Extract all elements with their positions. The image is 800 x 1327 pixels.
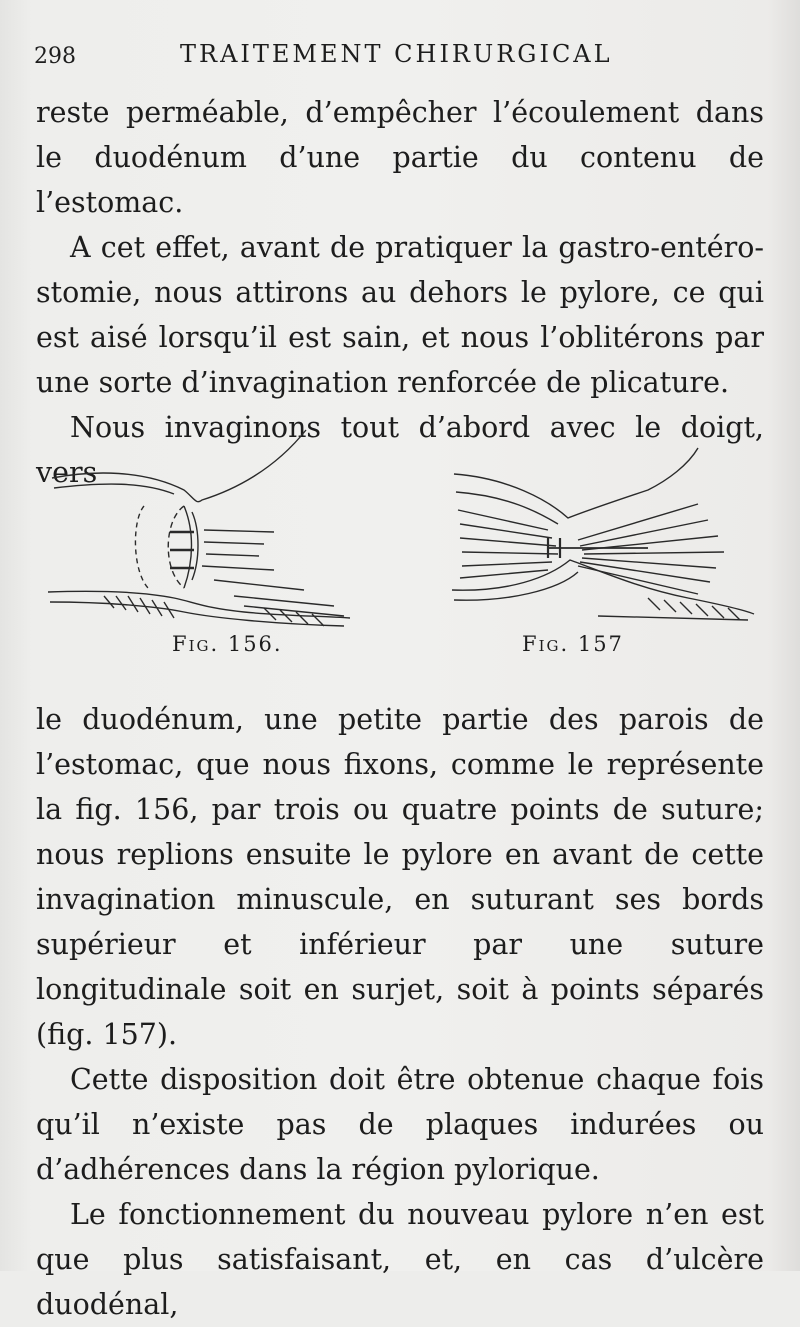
- text-block-bottom: [36, 697, 764, 1327]
- page-number: 298: [34, 44, 76, 69]
- paragraph: reste perméable, d’empêcher l’écoulement dans le duodénum d’une partie du contenu de l’estomac.: [36, 96, 764, 219]
- paragraph: Cette disposition doit être obtenue chaque fois qu’il n’existe pas de plaques indurées ou d’adhérences dans la région pylorique.: [36, 1063, 764, 1186]
- figure-156-illustration: [44, 420, 356, 630]
- paragraph: Le fonctionnement du nouveau pylore n’en est que plus satisfaisant, et, en cas d’ulcère duodénal,: [36, 1198, 764, 1321]
- figure-caption: Fig. 156.: [172, 632, 283, 656]
- figure-157-drawing: [448, 420, 758, 630]
- running-head: TRAITEMENT CHIRURGICAL: [180, 40, 613, 68]
- figure-caption: Fig. 157: [522, 632, 624, 656]
- paragraph: Nous invaginons tout d’abord avec le doigt, vers: [36, 411, 764, 489]
- figure-156-drawing: [44, 420, 356, 630]
- page-header: [28, 38, 768, 72]
- paragraph: le duodénum, une petite partie des parois de l’estomac, que nous fixons, comme le représente la fig. 156, par trois ou quatre points de suture; nous replions ensuite le pylore en avant de cette invagination minuscule, en suturant ses bords supérieur et inférieur par une suture longitudinale soit en surjet, soit à points séparés (fig. 157).: [36, 703, 764, 1051]
- paragraph: A cet effet, avant de pratiquer la gastro-entéro-stomie, nous attirons au dehors le pylore, ce qui est aisé lorsqu’il est sain, et nous l’oblitérons par une sorte d’invagination renforcée de plicature.: [36, 231, 764, 399]
- figure-157-illustration: [448, 420, 758, 630]
